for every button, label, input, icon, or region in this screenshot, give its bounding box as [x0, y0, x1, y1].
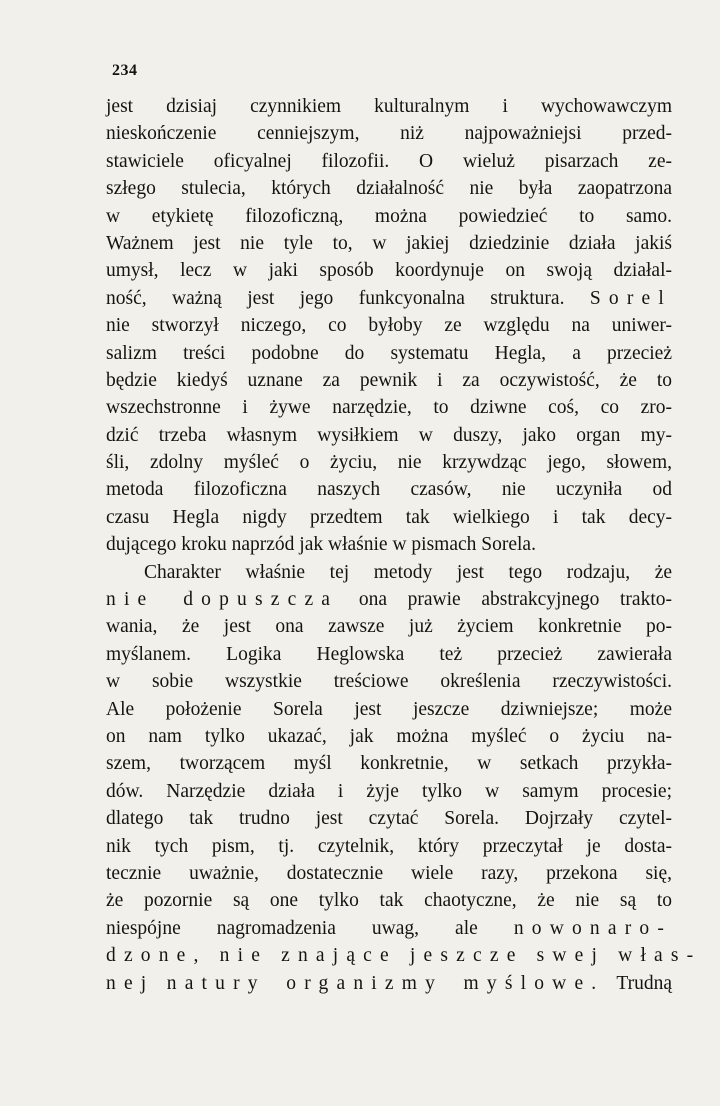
text-line: tecznie uważnie, dostatecznie wiele razy, przekona się,: [106, 862, 672, 884]
text-line: Charakter właśnie tej metody jest tego rodzaju, że: [144, 561, 672, 583]
text-line: nie stworzył niczego, co byłoby ze względu na uniwer-: [106, 315, 672, 337]
text-line: Ale położenie Sorela jest jeszcze dziwniejsze; może: [106, 698, 672, 720]
text-line: Ważnem jest nie tyle to, w jakiej dziedzinie działa jakiś: [106, 232, 672, 254]
text-line: nik tych pism, tj. czytelnik, który przeczytał je dosta-: [106, 835, 672, 857]
text-line: dlatego tak trudno jest czytać Sorela. Dojrzały czytel-: [106, 808, 672, 830]
text-line: [106, 970, 672, 997]
text-line: szem, tworzącem myśl konkretnie, w setkach przykła-: [106, 753, 672, 775]
text-line: w etykietę filozoficzną, można powiedzieć to samo.: [106, 205, 672, 227]
text-line: dzić trzeba własnym wysiłkiem w duszy, jako organ my-: [106, 424, 672, 446]
text-line: czasu Hegla nigdy przedtem tak wielkiego i tak decy-: [106, 506, 672, 528]
text-line: myślanem. Logika Heglowska też przecież zawierała: [106, 643, 672, 665]
spaced-name-sorel: Sorel: [589, 287, 673, 309]
text-line: [106, 915, 672, 942]
text-line: śli, zdolny myśleć o życiu, nie krzywdząc jego, słowem,: [106, 452, 672, 474]
text-line: że pozornie są one tylko tak chaotyczne, że nie są to: [106, 890, 672, 912]
spaced-phrase-nie-dopuszcza: nie dopuszcza: [106, 589, 339, 611]
text-line: [106, 285, 672, 312]
text-line: wszechstronne i żywe narzędzie, to dziwne coś, co zro-: [106, 397, 672, 419]
text-fragment: ona prawie abstrakcyjnego trakto-: [358, 589, 672, 611]
text-line: metoda filozoficzna naszych czasów, nie uczyniła od: [106, 479, 672, 501]
page-number: 234: [112, 62, 138, 79]
text-line: nieskończenie cenniejszym, niż najpoważniejsi przed-: [106, 123, 672, 145]
text-fragment: niespójne nagromadzenia uwag, ale: [106, 917, 478, 939]
text-line: będzie kiedyś uznane za pewnik i za oczywistość, że to: [106, 369, 672, 391]
text-fragment: Trudną: [616, 972, 673, 994]
text-fragment: ność, ważną jest jego funkcyonalna struktura.: [106, 287, 565, 309]
spaced-text-line: dzone, nie znające jeszcze swej włas-: [106, 945, 702, 967]
text-line: wania, że jest ona zawsze już życiem konkretnie po-: [106, 616, 672, 638]
spaced-phrase-natury: natury organizmy myślowe.: [166, 972, 605, 994]
text-line: dującego kroku naprzód jak właśnie w pismach Sorela.: [106, 534, 536, 556]
text-line: dów. Narzędzie działa i żyje tylko w samym procesie;: [106, 780, 672, 802]
text-line: on nam tylko ukazać, jak można myśleć o życiu na-: [106, 725, 672, 747]
text-line: [106, 586, 672, 613]
text-line: stawiciele oficyalnej filozofii. O wieluż pisarzach ze-: [106, 150, 672, 172]
body-text: [106, 93, 702, 997]
text-line: salizm treści podobne do systematu Hegla, a przecież: [106, 342, 672, 364]
text-line: umysł, lecz w jaki sposób koordynuje on swoją działal-: [106, 260, 672, 282]
spaced-word-nowonaro: nowonaro-: [513, 917, 672, 939]
text-line: w sobie wszystkie treściowe określenia rzeczywistości.: [106, 671, 672, 693]
text-line: jest dzisiaj czynnikiem kulturalnym i wychowawczym: [106, 96, 672, 117]
spaced-word-nej: nej: [106, 972, 155, 994]
text-line: szłego stulecia, których działalność nie była zaopatrzona: [106, 178, 672, 200]
